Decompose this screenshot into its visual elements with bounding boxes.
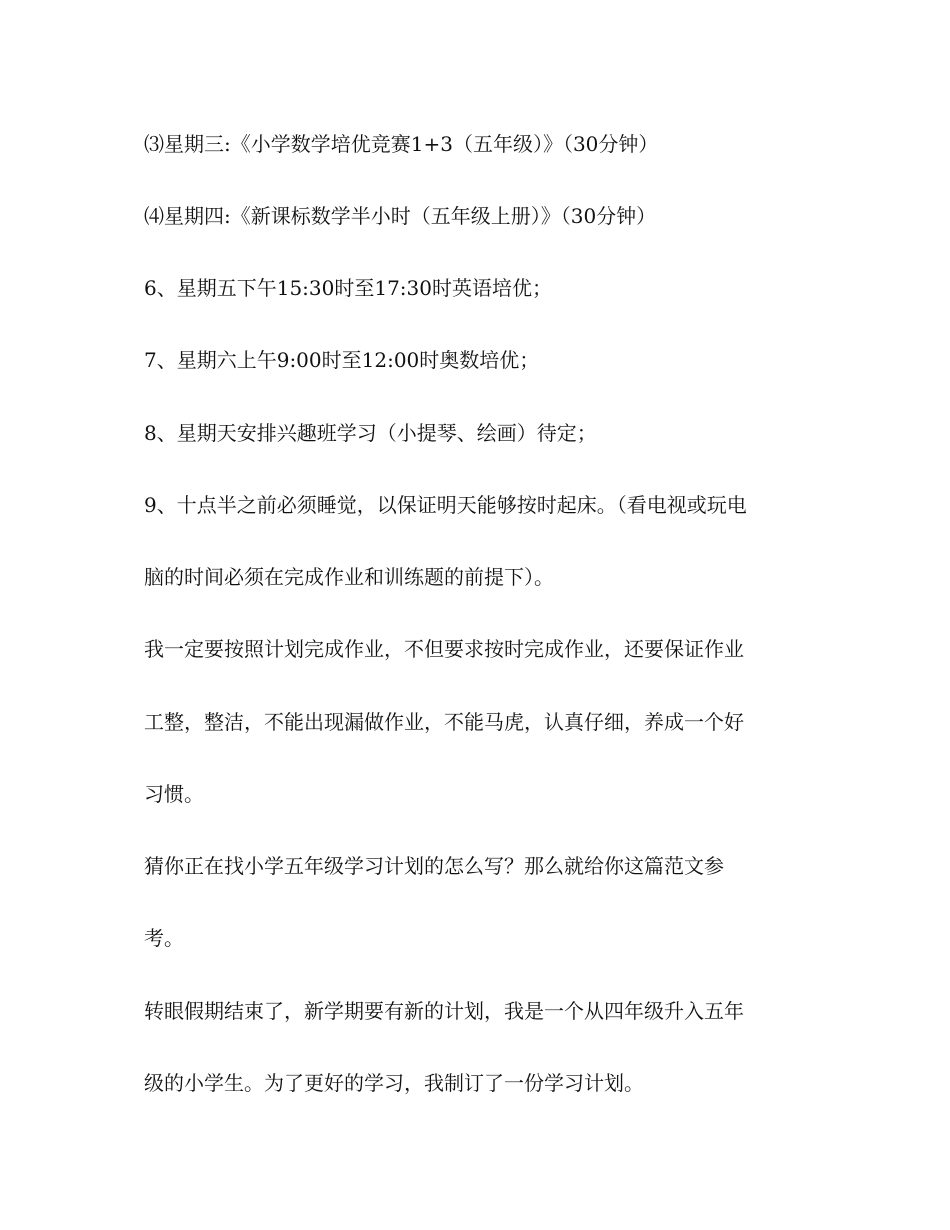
text-line: 级的小学生。为了更好的学习，我制订了一份学习计划。: [144, 1071, 644, 1095]
text-line: 9、十点半之前必须睡觉，以保证明天能够按时起床。（看电视或玩电: [144, 493, 747, 517]
text-line: 转眼假期结束了，新学期要有新的计划，我是一个从四年级升入五年: [144, 999, 744, 1023]
text-line: 工整，整洁，不能出现漏做作业，不能马虎，认真仔细，养成一个好: [144, 710, 744, 734]
text-line: 6、星期五下午15:30时至17:30时英语培优；: [144, 276, 552, 300]
text-line: 我一定要按照计划完成作业，不但要求按时完成作业，还要保证作业: [144, 637, 744, 661]
text-line: 8、星期天安排兴趣班学习（小提琴、绘画）待定；: [144, 421, 597, 445]
text-line: ⑶星期三:《小学数学培优竞赛1+3（五年级）》（30分钟）: [144, 132, 659, 156]
text-line: 猜你正在找小学五年级学习计划的怎么写？那么就给你这篇范文参: [144, 854, 724, 878]
text-line: 习惯。: [144, 782, 204, 806]
text-line: 7、星期六上午9:00时至12:00时奥数培优；: [144, 348, 540, 372]
text-line: 考。: [144, 926, 184, 950]
text-line: 脑的时间必须在完成作业和训练题的前提下）。: [144, 565, 554, 589]
text-line: ⑷星期四:《新课标数学半小时（五年级上册）》（30分钟）: [144, 204, 657, 228]
